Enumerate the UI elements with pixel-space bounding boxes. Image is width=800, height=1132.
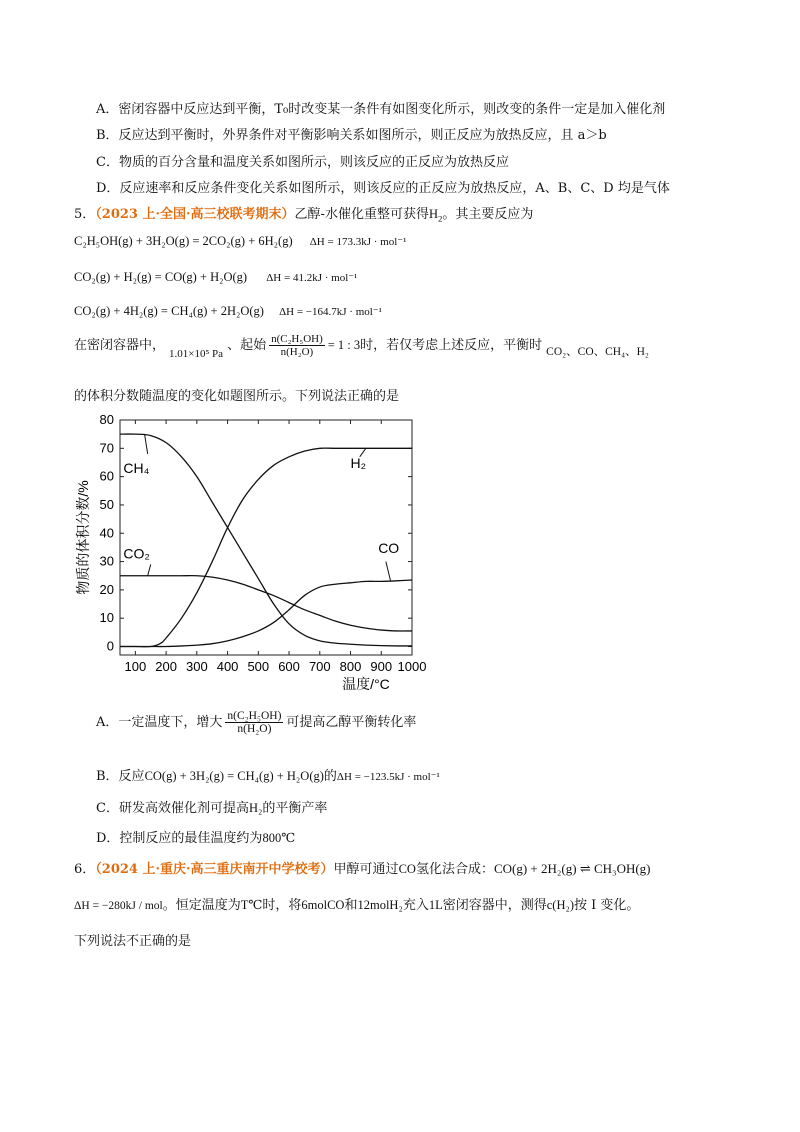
opt-d-pre: D．控制反应的最佳温度约为 [96,831,263,846]
cond-mid: 、起始 [227,338,267,353]
species: CO₂、CO、CH₄、H₂ [546,346,649,358]
eq3-lhs: CO₂(g) + 4H₂(g) = CH₄(g) + 2H₂O(g) [74,304,264,318]
label-ch4: CH₄ [123,460,150,477]
opt-c-h2: H₂ [248,801,263,815]
q6-l2b: 时，将 [262,898,302,913]
q4-option-c: C．物质的百分含量和温度关系如图所示，则该反应的正反应为放热反应 [96,155,509,170]
q5-stem-end: 的体积分数随温度的变化如题图所示。下列说法正确的是 [74,389,400,404]
x-tick-label: 300 [185,659,208,674]
leader-co [386,562,391,581]
y-tick-label: 20 [99,581,114,597]
q4-option-d: D．反应速率和反应条件变化关系如图所示，则该反应的正反应为放热反应，A、B、C、D 均是气体 [96,181,670,196]
y-axis-label: 物质的体积分数/% [75,480,91,595]
x-tick-label: 1000 [397,659,427,674]
eq2-dh: ΔH = 41.2kJ · mol⁻¹ [266,272,358,284]
series-line-h2 [120,448,412,647]
ratio-den: n(H₂O) [280,346,314,358]
eq1-dh: ΔH = 173.3kJ · mol⁻¹ [309,236,407,248]
q6-co: CO [398,862,416,876]
opt-a-num: n(C₂H₅OH) [227,710,282,722]
q6-intro2: 氢化法合成： [415,862,494,877]
q5-intro-h2: $H_2$ [428,207,443,224]
opt-a-post: 可提高乙醇平衡转化率 [286,715,417,730]
q6-l2e: 密闭容器中，测得 [442,898,547,913]
q6-equation: CO(g) + 2H₂(g) ⇌ CH₃OH(g) [493,861,651,876]
ratio-fraction [269,333,325,358]
q4-option-b: B．反应达到平衡时，外界条件对平衡影响关系如图所示，则正反应为放热反应，且 a＞b [96,128,607,143]
leader-co2 [148,564,151,575]
x-tick-label: 500 [247,659,270,674]
opt-b-mid: 的 [323,769,337,784]
q5-source: （2023 上·全国·高三校联考期末） [95,207,295,222]
y-tick-label: 30 [99,553,114,569]
label-co: CO [378,540,400,557]
q5-number: 5． [74,207,96,222]
series-line-ch4 [120,434,412,646]
eq3-dh: ΔH = −164.7kJ · mol⁻¹ [279,306,382,318]
x-tick-label: 100 [124,659,147,674]
cond-pre: 在密闭容器中， [74,338,166,353]
series-line-co [120,580,412,647]
cond-post: 时，若仅考虑上述反应，平衡时 [360,338,543,353]
plot-frame [120,420,412,655]
y-tick-label: 0 [106,638,114,654]
label-co2: CO₂ [123,545,150,562]
ratio-num: n(C₂H₅OH) [271,333,323,345]
x-tick-label: 900 [370,659,393,674]
y-tick-label: 70 [99,440,114,456]
q6-line-3: 下列说法不正确的是 [74,934,192,949]
volume-fraction-chart [70,408,430,698]
q6-intro: 甲醇可通过 [333,862,399,877]
q5-equation-2 [74,270,357,285]
opt-a-pre: A．一定温度下，增大 [96,715,223,730]
q6-line-2 [74,894,639,913]
q6-number: 6． [74,862,96,877]
y-tick-label: 10 [99,610,114,626]
q5-intro: 乙醇-水催化重整可获得 [294,207,429,222]
x-tick-label: 600 [278,659,300,674]
y-tick-label: 60 [99,468,114,484]
q5-option-b [96,765,440,784]
pressure: 1.01×10⁵ Pa [169,348,224,360]
opt-c-post: 的平衡产率 [262,801,328,816]
opt-b-pre: B．反应 [96,769,145,784]
opt-a-den: n(H₂O) [237,723,272,735]
opt-c-pre: C．研发高效催化剂可提高 [96,801,249,816]
y-tick-label: 50 [99,496,114,512]
q6-l2d: 充入 [402,898,429,913]
y-tick-label: 80 [99,412,114,427]
eq2-lhs: CO₂(g) + H₂(g) = CO(g) + H₂O(g) [74,270,248,284]
opt-b-eq: CO(g) + 3H₂(g) = CH₄(g) + H₂O(g) [144,769,324,783]
series-line-co2 [120,576,412,631]
eq1-lhs: C₂H₅OH(g) + 3H₂O(g) = 2CO₂(g) + 6H₂(g) [74,234,293,248]
label-h2: H₂ [350,455,367,472]
q6-ch2: c(H₂) [546,898,574,912]
q5-option-d [96,827,295,846]
q6-l2a: 。恒定温度为 [162,898,241,913]
q5-equation-3 [74,304,382,319]
q5-option-c [96,797,327,816]
q5-condition [74,333,649,358]
x-tick-label: 200 [155,659,177,674]
opt-a-fraction [225,710,283,735]
q5-header [74,203,533,224]
q6-source: （2024 上·重庆·高三重庆南开中学校考） [95,862,334,877]
opt-b-dh: ΔH = −123.5kJ · mol⁻¹ [336,771,440,783]
opt-d-temp: 800℃ [262,831,296,845]
q6-vol: 1L [428,898,443,912]
q6-l2c: 和 [344,898,358,913]
x-axis-label: 温度/°C [342,676,390,692]
q5-intro-end: 。其主要反应为 [442,207,534,222]
q5-equation-1 [74,234,406,249]
q6-line-1 [74,858,651,877]
q6-temp: T℃ [240,898,263,912]
x-tick-label: 700 [308,659,331,674]
q5-option-a [96,710,416,735]
q6-co-amt: 6molCO [301,898,345,912]
y-tick-label: 40 [99,525,114,541]
q4-option-a: A．密闭容器中反应达到平衡，T₀时改变某一条件有如图变化所示，则改变的条件一定是加入催化剂 [96,102,666,117]
q6-h2-amt: 12molH₂ [357,898,403,912]
x-tick-label: 400 [216,659,239,674]
q6-dh: ΔH = −280kJ / mol [74,900,163,912]
leader-ch4 [145,434,148,454]
ratio-val: = 1 : 3 [327,338,361,352]
x-tick-label: 800 [339,659,362,674]
q6-l2f: 按 I 变化。 [574,898,640,913]
